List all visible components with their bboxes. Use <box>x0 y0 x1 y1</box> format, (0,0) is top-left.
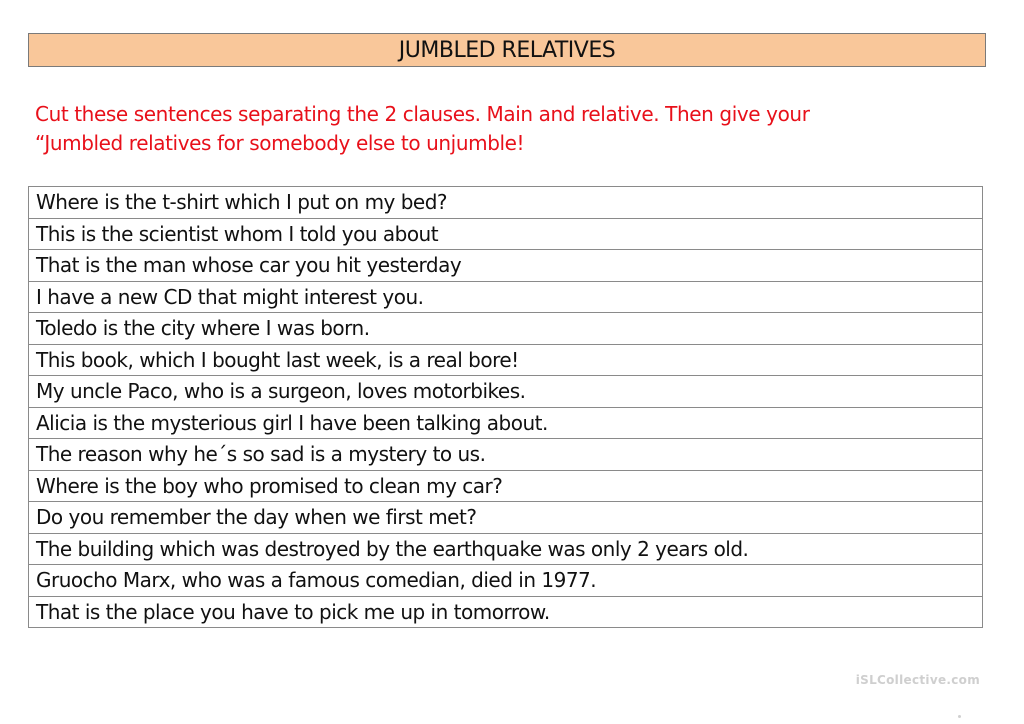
table-row <box>29 470 983 502</box>
table-row <box>29 439 983 471</box>
sentence-cell: This book, which I bought last week, is a real bore! <box>29 344 983 376</box>
sentence-cell: Do you remember the day when we first met? <box>29 502 983 534</box>
instructions <box>35 100 965 158</box>
table-row <box>29 565 983 597</box>
sentence-cell: Toledo is the city where I was born. <box>29 313 983 345</box>
watermark-text: iSLCollective.com <box>855 673 980 687</box>
sentence-cell: That is the place you have to pick me up in tomorrow. <box>29 596 983 628</box>
table-row <box>29 281 983 313</box>
sentence-cell: Gruocho Marx, who was a famous comedian, died in 1977. <box>29 565 983 597</box>
sentence-cell: Alicia is the mysterious girl I have been talking about. <box>29 407 983 439</box>
sentence-cell: I have a new CD that might interest you. <box>29 281 983 313</box>
page-title: JUMBLED RELATIVES <box>398 37 616 63</box>
sentence-cell: That is the man whose car you hit yesterday <box>29 250 983 282</box>
instructions-line-1: Cut these sentences separating the 2 clauses. Main and relative. Then give your <box>35 102 810 126</box>
table-row <box>29 187 983 219</box>
sentence-cell: My uncle Paco, who is a surgeon, loves motorbikes. <box>29 376 983 408</box>
sentence-table <box>28 186 983 628</box>
decorative-dot <box>958 715 961 718</box>
sentence-cell: Where is the boy who promised to clean my car? <box>29 470 983 502</box>
watermark-logo <box>856 673 980 687</box>
table-row <box>29 596 983 628</box>
table-row <box>29 502 983 534</box>
table-row <box>29 344 983 376</box>
sentence-cell: This is the scientist whom I told you about <box>29 218 983 250</box>
title-bar <box>28 33 986 67</box>
table-row <box>29 313 983 345</box>
table-row <box>29 250 983 282</box>
table-row <box>29 407 983 439</box>
table-row <box>29 533 983 565</box>
instructions-line-2: “Jumbled relatives for somebody else to unjumble! <box>35 131 525 155</box>
table-row <box>29 218 983 250</box>
sentence-cell: The reason why he´s so sad is a mystery to us. <box>29 439 983 471</box>
table-row <box>29 376 983 408</box>
sentence-cell: Where is the t-shirt which I put on my bed? <box>29 187 983 219</box>
sentence-cell: The building which was destroyed by the earthquake was only 2 years old. <box>29 533 983 565</box>
